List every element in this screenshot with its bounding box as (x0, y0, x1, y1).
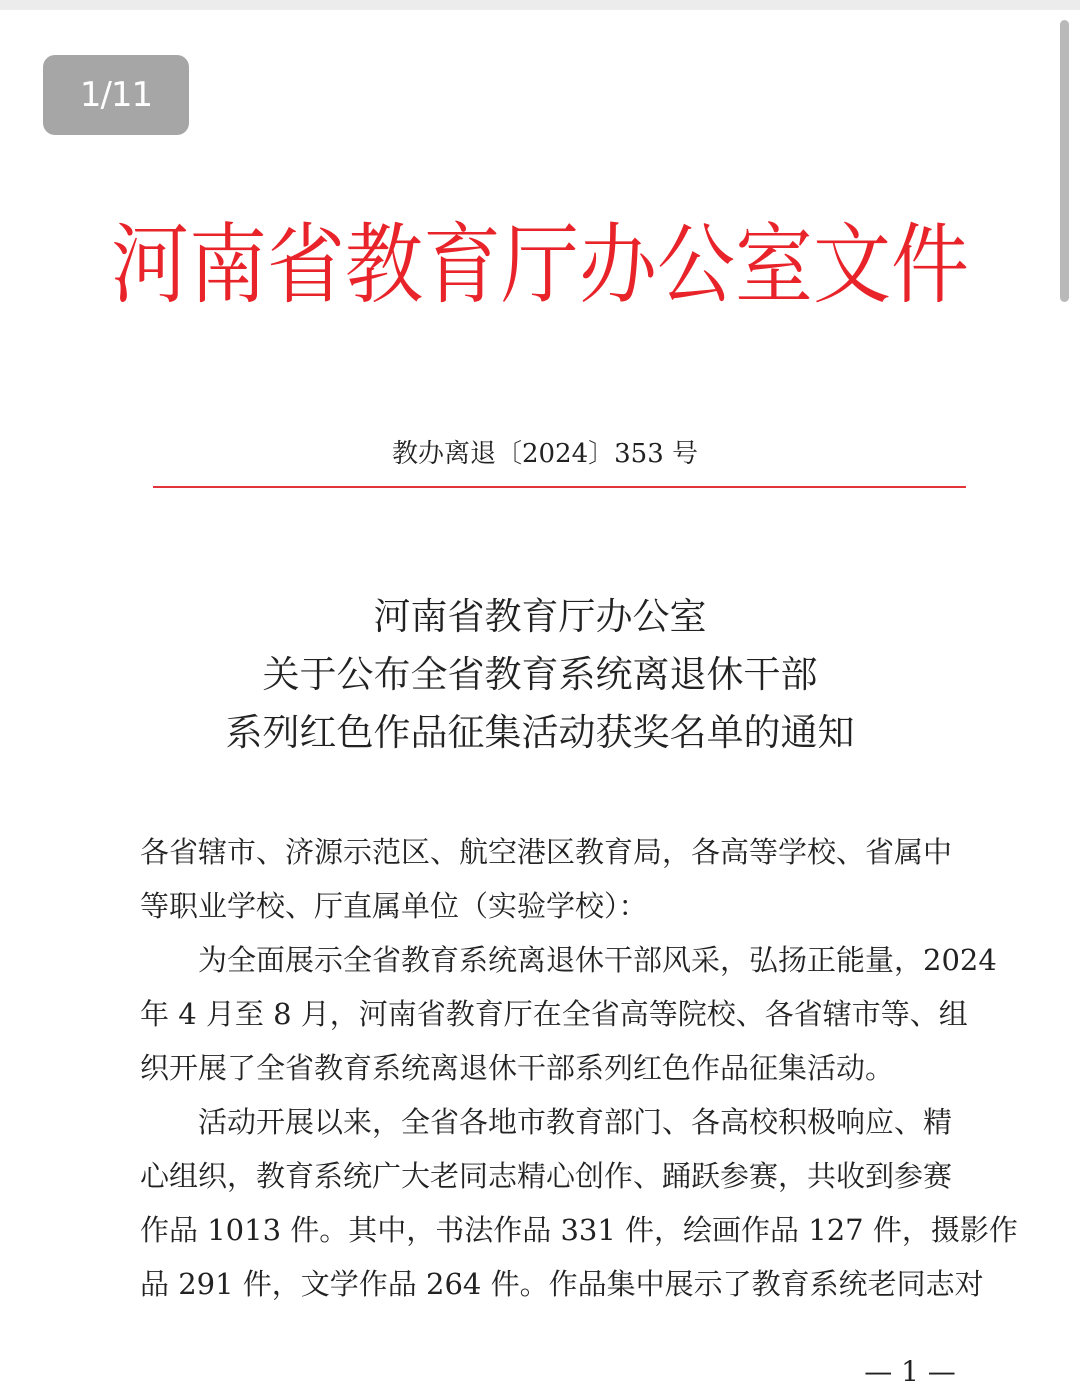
document-number: 教办离退〔2024〕353 号 (391, 439, 699, 469)
red-divider (153, 486, 966, 488)
top-shade (0, 0, 1080, 10)
page-indicator: 1/11 (43, 55, 189, 135)
document-header: 河南省教育厅办公室文件 (110, 215, 969, 317)
paragraph-2 (140, 1095, 1018, 1311)
document-body (140, 825, 1018, 1311)
paragraph-line: 织开展了全省教育系统离退休干部系列红色作品征集活动。 (140, 1051, 895, 1085)
document-title (0, 588, 1080, 762)
paragraph-line: 作品 1013 件。其中，书法作品 331 件，绘画作品 127 件，摄影作 (140, 1213, 1018, 1247)
title-line: 河南省教育厅办公室 (373, 595, 707, 638)
title-line: 系列红色作品征集活动获奖名单的通知 (225, 711, 855, 754)
paragraph-1 (140, 933, 997, 1095)
salutation-line: 各省辖市、济源示范区、航空港区教育局，各高等学校、省属中 (140, 835, 953, 869)
paragraph-line: 活动开展以来，全省各地市教育部门、各高校积极响应、精 (198, 1105, 953, 1139)
title-line: 关于公布全省教育系统离退休干部 (262, 653, 818, 696)
paragraph-line: 年 4 月至 8 月，河南省教育厅在全省高等院校、各省辖市等、组 (140, 997, 968, 1031)
paragraph-line: 为全面展示全省教育系统离退休干部风采，弘扬正能量，2024 (198, 943, 997, 977)
paragraph-line: 心组织，教育系统广大老同志精心创作、踊跃参赛，共收到参赛 (140, 1159, 953, 1193)
salutation (140, 825, 960, 933)
salutation-line: 等职业学校、厅直属单位（实验学校）： (140, 889, 648, 923)
paragraph-line: 品 291 件，文学作品 264 件。作品集中展示了教育系统老同志对 (140, 1267, 984, 1301)
page-number: — 1 — (864, 1355, 956, 1388)
